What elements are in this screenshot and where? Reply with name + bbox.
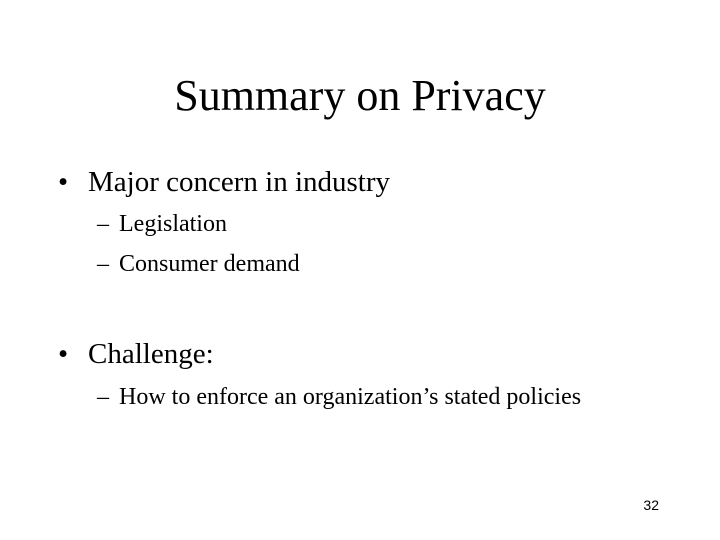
sub-bullet-text: How to enforce an organization’s stated policies — [119, 384, 582, 410]
bullet-marker: • — [58, 166, 69, 198]
bullet-text: Challenge: — [88, 338, 214, 370]
bullet-text: Major concern in industry — [88, 166, 391, 198]
sub-bullet-item — [97, 383, 581, 411]
sub-bullet-text: Consumer demand — [119, 251, 300, 277]
page-number: 32 — [643, 497, 659, 513]
sub-bullet-item — [97, 210, 227, 238]
slide-title: Summary on Privacy — [174, 71, 546, 120]
sub-bullet-item — [97, 250, 300, 278]
bullet-item — [58, 337, 214, 371]
sub-bullet-marker: – — [97, 384, 109, 410]
sub-bullet-text: Legislation — [119, 211, 227, 237]
sub-bullet-marker: – — [97, 251, 109, 277]
sub-bullet-marker: – — [97, 211, 109, 237]
bullet-marker: • — [58, 338, 69, 370]
bullet-item — [58, 165, 390, 199]
